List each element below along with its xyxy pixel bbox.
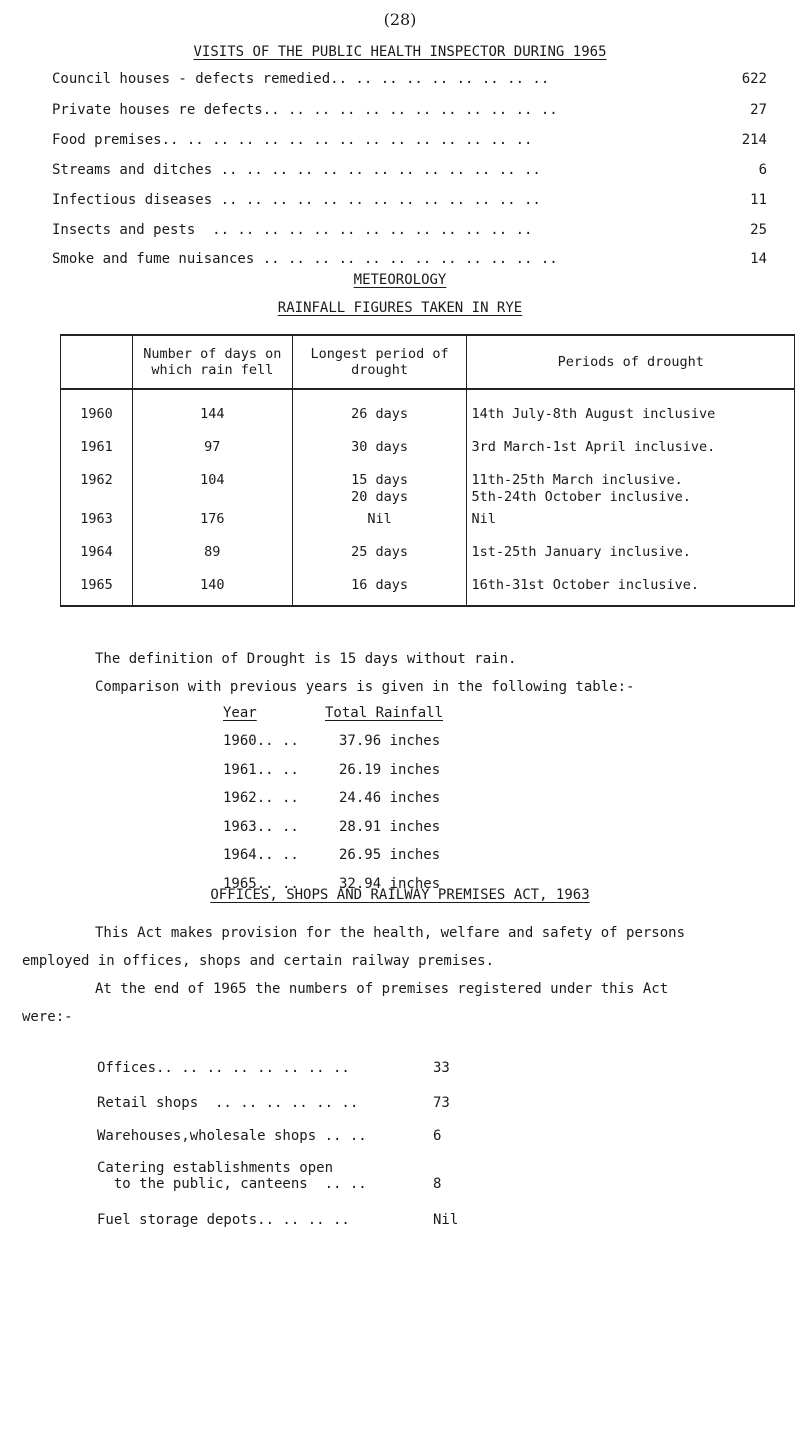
longest-drought	[292, 539, 467, 572]
premises-label: Retail shops .. .. .. .. .. ..	[97, 1095, 359, 1111]
visit-row	[52, 162, 767, 184]
visit-label: Smoke and fume nuisances .. .. .. .. .. .. .. .. .. .. .. ..	[52, 251, 558, 267]
page-number: (28)	[383, 10, 417, 29]
premises-row	[97, 1160, 463, 1192]
visit-count: 27	[750, 102, 767, 118]
rainfall-row	[61, 434, 795, 467]
offices-para2-line1: At the end of 1965 the numbers of premises registered under this Act	[95, 981, 669, 997]
rainfall-year: 1960	[61, 389, 133, 434]
longest-drought-value: Nil	[367, 511, 392, 527]
total-rainfall-value: 26.95 inches	[339, 847, 441, 863]
total-rainfall-row	[223, 819, 543, 848]
premises-row	[97, 1212, 463, 1228]
total-rainfall-year: 1964.. ..	[223, 847, 299, 863]
premises-label: Catering establishments open to the public, canteens .. ..	[97, 1160, 367, 1192]
rainfall-subheading: RAINFALL FIGURES TAKEN IN RYE	[277, 300, 523, 316]
meteorology-heading: METEOROLOGY	[353, 272, 447, 288]
rainfall-table	[60, 334, 795, 607]
rainfall-days: 89	[132, 539, 292, 572]
total-rainfall-year: 1965.. ..	[223, 875, 299, 892]
drought-period-value: 16th-31st October inclusive.	[471, 577, 700, 593]
visit-count: 11	[750, 192, 767, 208]
total-rainfall-table	[223, 705, 543, 904]
drought-period-value: 1st-25th January inclusive.	[471, 544, 691, 560]
longest-drought-value: 20 days	[351, 489, 409, 505]
total-rainfall-row	[223, 790, 543, 819]
longest-drought-value: 30 days	[351, 439, 409, 455]
premises-row	[97, 1060, 463, 1076]
offices-heading: OFFICES, SHOPS AND RAILWAY PREMISES ACT, 1963	[210, 887, 590, 903]
visit-label: Insects and pests .. .. .. .. .. .. .. .. .. .. .. .. ..	[52, 222, 533, 238]
offices-para1-line2: employed in offices, shops and certain railway premises.	[22, 953, 495, 969]
total-rainfall-value: 32.94 inches	[339, 875, 441, 892]
total-rainfall-row	[223, 733, 543, 762]
total-rainfall-row	[223, 762, 543, 791]
visit-label: Infectious diseases .. .. .. .. .. .. .. .. .. .. .. .. ..	[52, 192, 541, 208]
year-header: Year	[223, 705, 257, 721]
total-rainfall-header	[223, 705, 543, 733]
drought-period-value: 11th-25th March inclusive.	[471, 472, 683, 488]
visit-label: Streams and ditches .. .. .. .. .. .. .. .. .. .. .. .. ..	[52, 162, 541, 178]
visit-row	[52, 132, 767, 154]
drought-period-value: 3rd March-1st April inclusive.	[471, 439, 716, 455]
rainfall-year: 1965	[61, 572, 133, 606]
drought-period-value: Nil	[471, 511, 496, 527]
drought-periods	[467, 389, 795, 434]
offices-para2-line2: were:-	[22, 1009, 73, 1025]
visit-row	[52, 251, 767, 273]
drought-definition: The definition of Drought is 15 days without rain.	[95, 651, 517, 667]
premises-label: Warehouses,wholesale shops .. ..	[97, 1128, 367, 1144]
premises-label: Fuel storage depots.. .. .. ..	[97, 1212, 350, 1228]
premises-count: 33	[433, 1060, 450, 1076]
premises-row	[97, 1095, 463, 1111]
comparison-intro: Comparison with previous years is given in the following table:-	[95, 679, 635, 695]
rainfall-year: 1964	[61, 539, 133, 572]
rainfall-row	[61, 389, 795, 434]
rainfall-year: 1962	[61, 467, 133, 506]
drought-periods	[467, 434, 795, 467]
premises-count: 73	[433, 1095, 450, 1111]
total-rainfall-value: 24.46 inches	[339, 790, 441, 806]
rainfall-row	[61, 467, 795, 506]
rainfall-row	[61, 506, 795, 539]
total-rainfall-year: 1960.. ..	[223, 733, 299, 749]
drought-period-value: 5th-24th October inclusive.	[471, 489, 691, 505]
drought-periods	[467, 467, 795, 506]
longest-drought	[292, 434, 467, 467]
visit-label: Food premises.. .. .. .. .. .. .. .. .. .. .. .. .. .. ..	[52, 132, 533, 148]
total-rainfall-value: 28.91 inches	[339, 818, 441, 835]
longest-drought	[292, 389, 467, 434]
longest-drought-value: 26 days	[351, 406, 409, 422]
total-rainfall-year: 1963.. ..	[223, 818, 299, 835]
drought-periods	[467, 572, 795, 606]
visit-label: Private houses re defects.. .. .. .. .. .. .. .. .. .. .. ..	[52, 102, 558, 118]
total-rainfall-year: 1962.. ..	[223, 790, 299, 806]
longest-drought-value: 16 days	[351, 577, 409, 593]
visit-count: 14	[750, 251, 767, 267]
total-rainfall-year: 1961.. ..	[223, 761, 299, 778]
drought-periods	[467, 539, 795, 572]
drought-period-value: 14th July-8th August inclusive	[471, 406, 716, 422]
offices-para1-line1: This Act makes provision for the health, welfare and safety of persons	[95, 925, 686, 941]
visit-count: 6	[758, 162, 767, 178]
visit-label: Council houses - defects remedied.. .. .. .. .. .. .. .. ..	[52, 71, 550, 87]
premises-count: 8	[433, 1176, 442, 1192]
total-rainfall-value: 37.96 inches	[339, 733, 441, 749]
rainfall-days: 104	[132, 467, 292, 506]
visit-row	[52, 102, 767, 124]
premises-count: Nil	[433, 1212, 459, 1228]
premises-row	[97, 1128, 463, 1144]
visit-row	[52, 71, 767, 93]
rainfall-days: 140	[132, 572, 292, 606]
col-header-rain-days: Number of days on which rain fell	[132, 335, 292, 389]
visits-heading: VISITS OF THE PUBLIC HEALTH INSPECTOR DURING 1965	[193, 44, 607, 60]
col-header-year	[61, 335, 133, 389]
rainfall-days: 97	[132, 434, 292, 467]
visit-count: 25	[750, 222, 767, 238]
rainfall-year: 1963	[61, 506, 133, 539]
rainfall-row	[61, 572, 795, 606]
visit-count: 214	[741, 132, 767, 148]
total-rainfall-header-label: Total Rainfall	[325, 705, 444, 721]
rainfall-table-header	[61, 335, 795, 389]
longest-drought-value: 15 days	[351, 472, 409, 488]
longest-drought	[292, 467, 467, 506]
longest-drought	[292, 572, 467, 606]
total-rainfall-row	[223, 847, 543, 876]
total-rainfall-value: 26.19 inches	[339, 761, 441, 778]
col-header-longest-drought: Longest period of drought	[292, 335, 467, 389]
longest-drought	[292, 506, 467, 539]
visit-count: 622	[741, 71, 767, 87]
rainfall-row	[61, 539, 795, 572]
longest-drought-value: 25 days	[351, 544, 409, 560]
drought-periods	[467, 506, 795, 539]
visit-row	[52, 222, 767, 244]
rainfall-days: 144	[132, 389, 292, 434]
premises-count: 6	[433, 1128, 442, 1144]
rainfall-days: 176	[132, 506, 292, 539]
rainfall-year: 1961	[61, 434, 133, 467]
col-header-periods: Periods of drought	[467, 335, 795, 389]
premises-label: Offices.. .. .. .. .. .. .. ..	[97, 1060, 350, 1076]
visit-row	[52, 192, 767, 214]
